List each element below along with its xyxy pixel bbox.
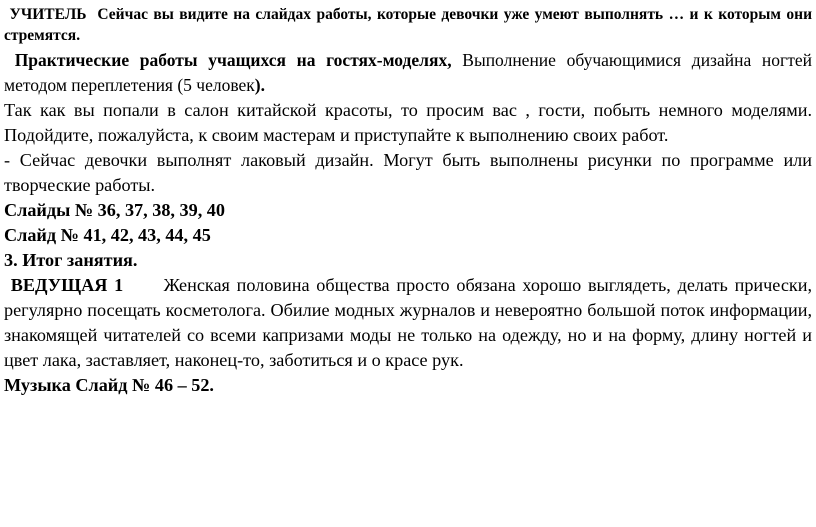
lacquer-paragraph: - Сейчас девочки выполнят лаковый дизайн. Могут быть выполнены рисунки по программе или творческие работы. (4, 150, 812, 195)
salon-paragraph: Так как вы попали в салон китайской красоты, то просим вас , гости, побыть немного моделями. Подойдите, пожалуйста, к своим мастерам и приступайте к выполнению своих работ. (4, 100, 812, 145)
practical-end: ). (254, 75, 265, 95)
host-paragraph (4, 273, 812, 373)
slides-line-1: Слайды № 36, 37, 38, 39, 40 (4, 200, 225, 220)
host-label: ВЕДУЩАЯ 1 (10, 275, 124, 295)
slides-line-2: Слайд № 41, 42, 43, 44, 45 (4, 225, 211, 245)
teacher-label: УЧИТЕЛЬ (9, 6, 87, 23)
music-slides-line: Музыка Слайд № 46 – 52. (4, 375, 214, 395)
teacher-paragraph (4, 4, 812, 46)
teacher-text: Сейчас вы видите на слайдах работы, которые девочки уже умеют выполнять … и к которым они стремятся. (4, 6, 812, 44)
practical-label: Практические работы учащихся на гостях-моделях, (14, 50, 452, 70)
practical-text: Выполнение обучающимися дизайна ногтей методом переплетения (5 человек (4, 50, 812, 95)
practical-paragraph (4, 48, 812, 98)
host-text: Женская половина общества просто обязана хорошо выглядеть, делать прически, регулярно посещать косметолога. Обилие модных журналов и невероятно большой поток информации, знакомящей читателей со всеми капризами моды не только на одежду, но и на форму, длину ногтей и цвет лака, заставляет, наконец-то, заботиться и о красе рук. (4, 275, 813, 370)
summary-heading: 3. Итог занятия. (4, 250, 138, 270)
